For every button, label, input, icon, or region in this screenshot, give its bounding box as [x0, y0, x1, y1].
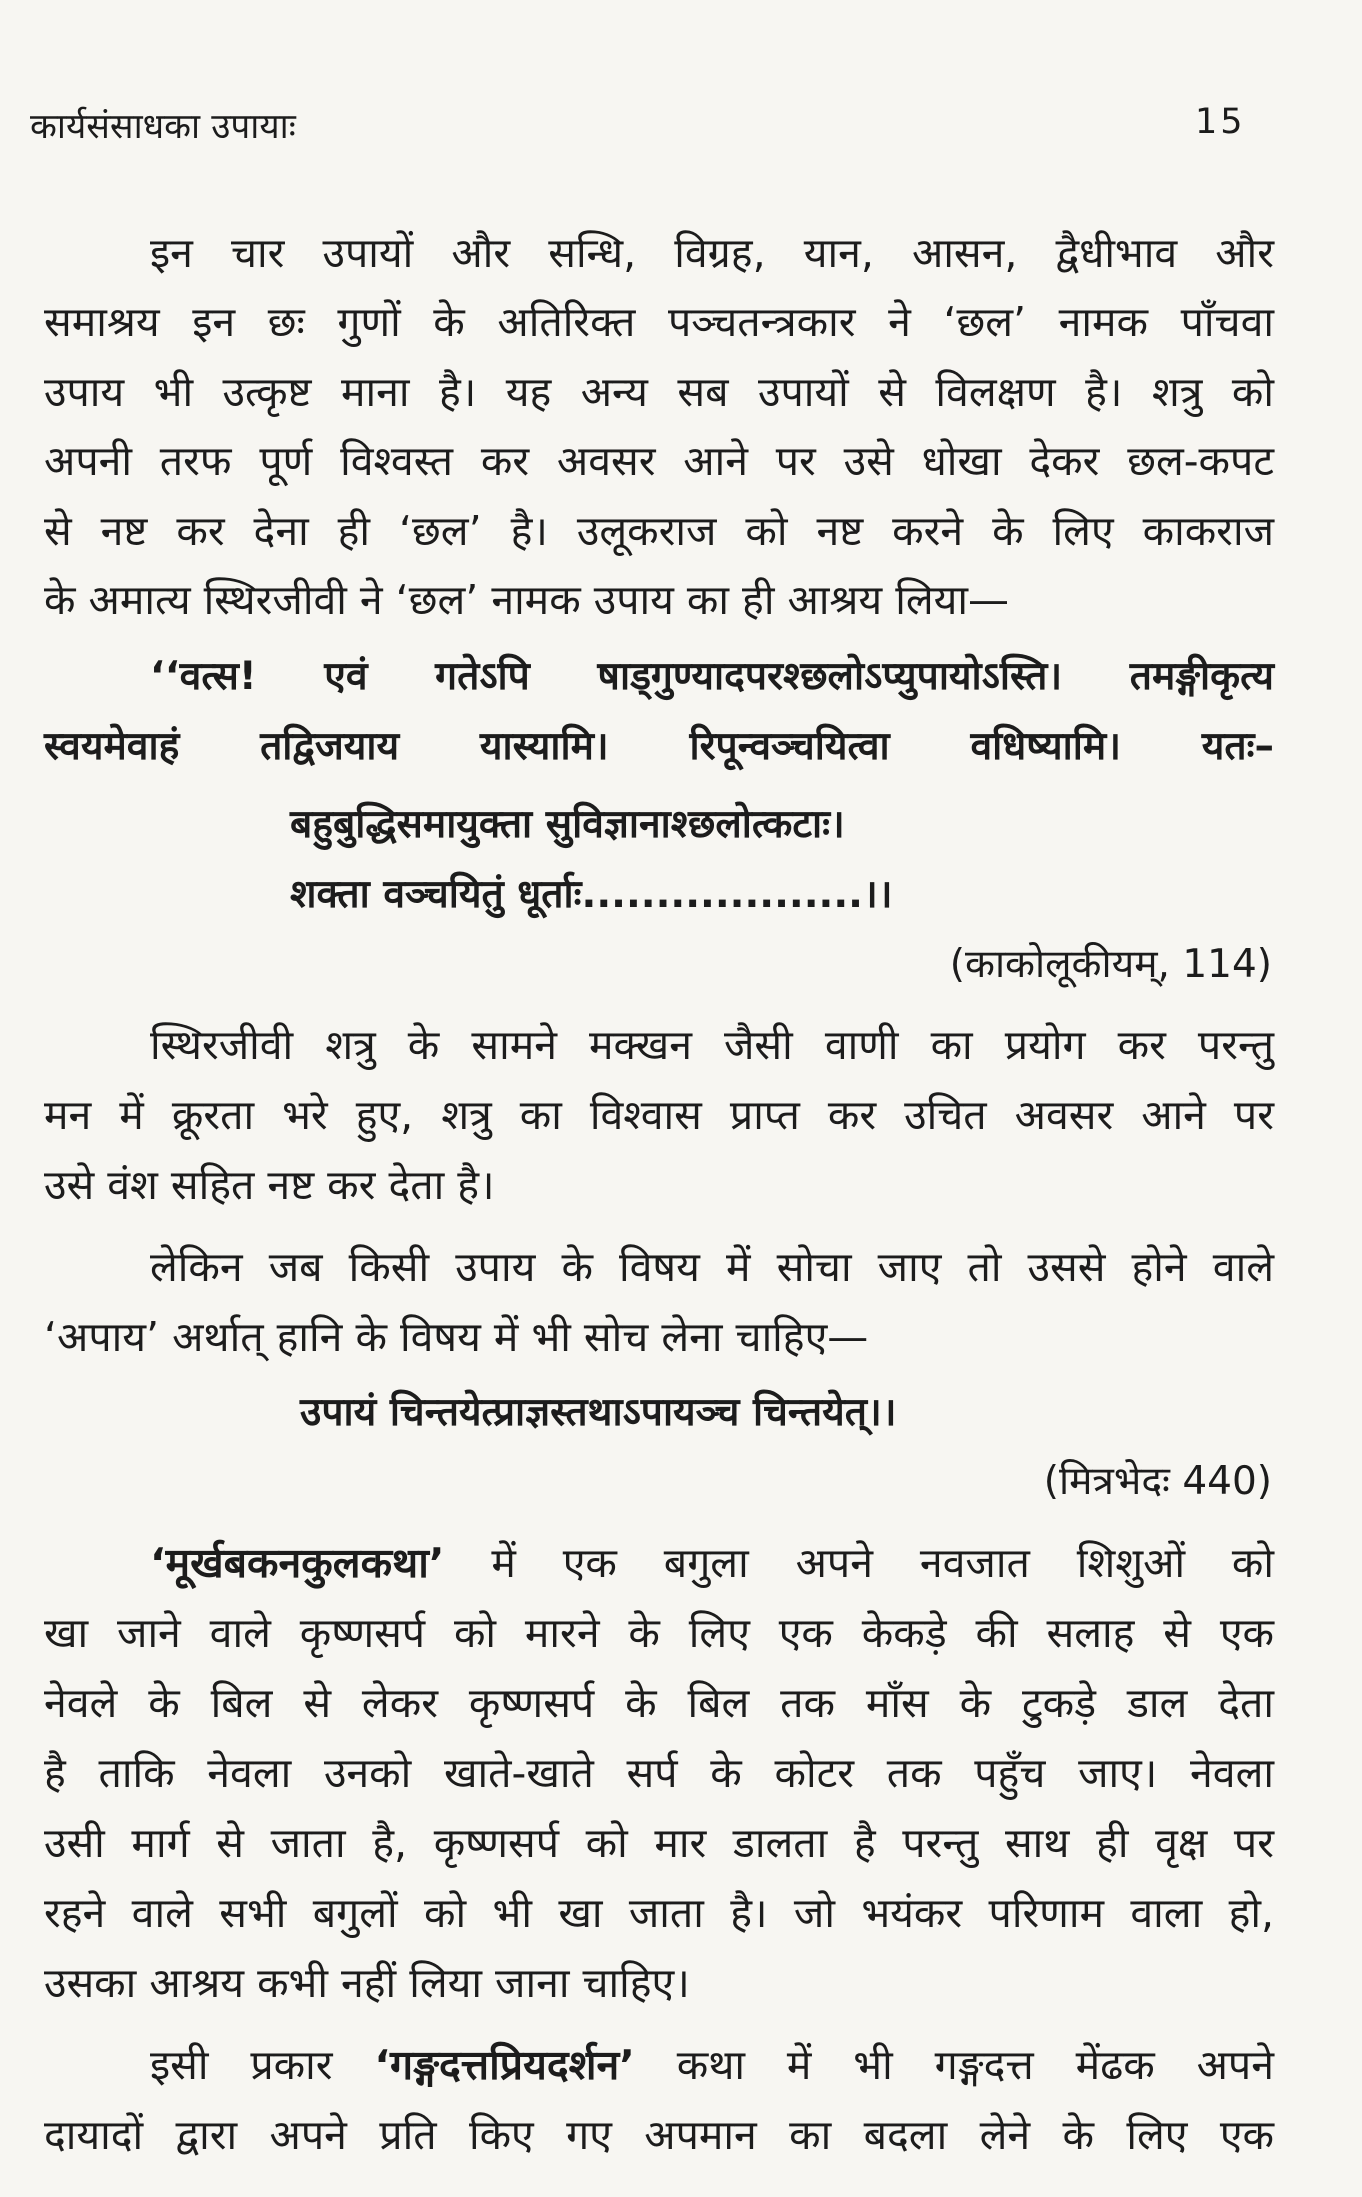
paragraph-line: इन चार उपायों और सन्धि, विग्रह, यान, आसन, द्वैधीभाव और — [150, 229, 1274, 277]
sanskrit-verse-line: उपायं चिन्तयेत्प्राज्ञस्तथाऽपायञ्च चिन्तयेत्।। — [300, 1390, 897, 1435]
paragraph-line: है ताकि नेवला उनको खाते-खाते सर्प के कोटर तक पहुँच जाए। नेवला — [44, 1749, 1274, 1797]
sanskrit-verse-line: बहुबुद्धिसमायुक्ता सुविज्ञानाश्छलोत्कटाः। — [290, 802, 845, 847]
paragraph-line: समाश्रय इन छः गुणों के अतिरिक्त पञ्चतन्त्रकार ने ‘छल’ नामक पाँचवा — [44, 298, 1274, 346]
paragraph-line: उसी मार्ग से जाता है, कृष्णसर्प को मार डालता है परन्तु साथ ही वृक्ष पर — [44, 1819, 1274, 1867]
sanskrit-verse-line: शक्ता वञ्चयितुं धूर्ताः...................।। — [290, 872, 893, 917]
paragraph-line: रहने वाले सभी बगुलों को भी खा जाता है। जो भयंकर परिणाम वाला हो, — [44, 1889, 1274, 1937]
paragraph-line: के अमात्य स्थिरजीवी ने ‘छल’ नामक उपाय का ही आश्रय लिया— — [44, 576, 1010, 624]
running-title: कार्यसंसाधका उपायाः — [30, 107, 296, 147]
paragraph-line: नेवले के बिल से लेकर कृष्णसर्प के बिल तक माँस के टुकड़े डाल देता — [44, 1679, 1274, 1727]
paragraph-line: उसे वंश सहित नष्ट कर देता है। — [44, 1161, 495, 1209]
paragraph-text: इसी प्रकार — [150, 2041, 333, 2089]
citation: (काकोलूकीयम्, 114) — [949, 942, 1272, 987]
paragraph-line: मन में क्रूरता भरे हुए, शत्रु का विश्वास प्राप्त कर उचित अवसर आने पर — [44, 1091, 1274, 1139]
page-number: 15 — [1195, 102, 1246, 142]
paragraph-text: कथा में भी गङ्गदत्त मेंढक अपने — [676, 2041, 1274, 2089]
paragraph-line: उसका आश्रय कभी नहीं लिया जाना चाहिए। — [44, 1959, 690, 2007]
paragraph-line: स्थिरजीवी शत्रु के सामने मक्खन जैसी वाणी का प्रयोग कर परन्तु — [150, 1021, 1274, 1069]
paragraph-line: लेकिन जब किसी उपाय के विषय में सोचा जाए तो उससे होने वाले — [150, 1243, 1274, 1291]
sanskrit-quote-line: स्वयमेवाहं तद्विजयाय यास्यामि। रिपून्वञ्चयित्वा वधिष्यामि। यतः– — [44, 724, 1274, 769]
paragraph-first-line — [150, 2030, 1274, 2100]
paragraph-text: में एक बगुला अपने नवजात शिशुओं को — [491, 1539, 1274, 1587]
paragraph-first-line — [150, 1528, 1274, 1598]
sanskrit-quote-line: ‘‘वत्स! एवं गतेऽपि षाड्गुण्यादपरश्छलोऽप्युपायोऽस्ति। तमङ्गीकृत्य — [150, 654, 1274, 699]
paragraph-line: खा जाने वाले कृष्णसर्प को मारने के लिए एक केकड़े की सलाह से एक — [44, 1609, 1274, 1657]
citation: (मित्रभेदः 440) — [1043, 1459, 1272, 1504]
paragraph-line: उपाय भी उत्कृष्ट माना है। यह अन्य सब उपायों से विलक्षण है। शत्रु को — [44, 368, 1274, 416]
paragraph-line: से नष्ट कर देना ही ‘छल’ है। उलूकराज को नष्ट करने के लिए काकराज — [44, 507, 1274, 555]
story-title: ‘गङ्गदत्तप्रियदर्शन’ — [374, 2041, 635, 2089]
story-title: ‘मूर्खबकनकुलकथा’ — [150, 1539, 445, 1587]
paragraph-line: ‘अपाय’ अर्थात् हानि के विषय में भी सोच लेना चाहिए— — [44, 1313, 869, 1361]
paragraph-line: अपनी तरफ पूर्ण विश्वस्त कर अवसर आने पर उसे धोखा देकर छल-कपट — [44, 437, 1274, 485]
paragraph-line: दायादों द्वारा अपने प्रति किए गए अपमान का बदला लेने के लिए एक — [44, 2111, 1274, 2159]
